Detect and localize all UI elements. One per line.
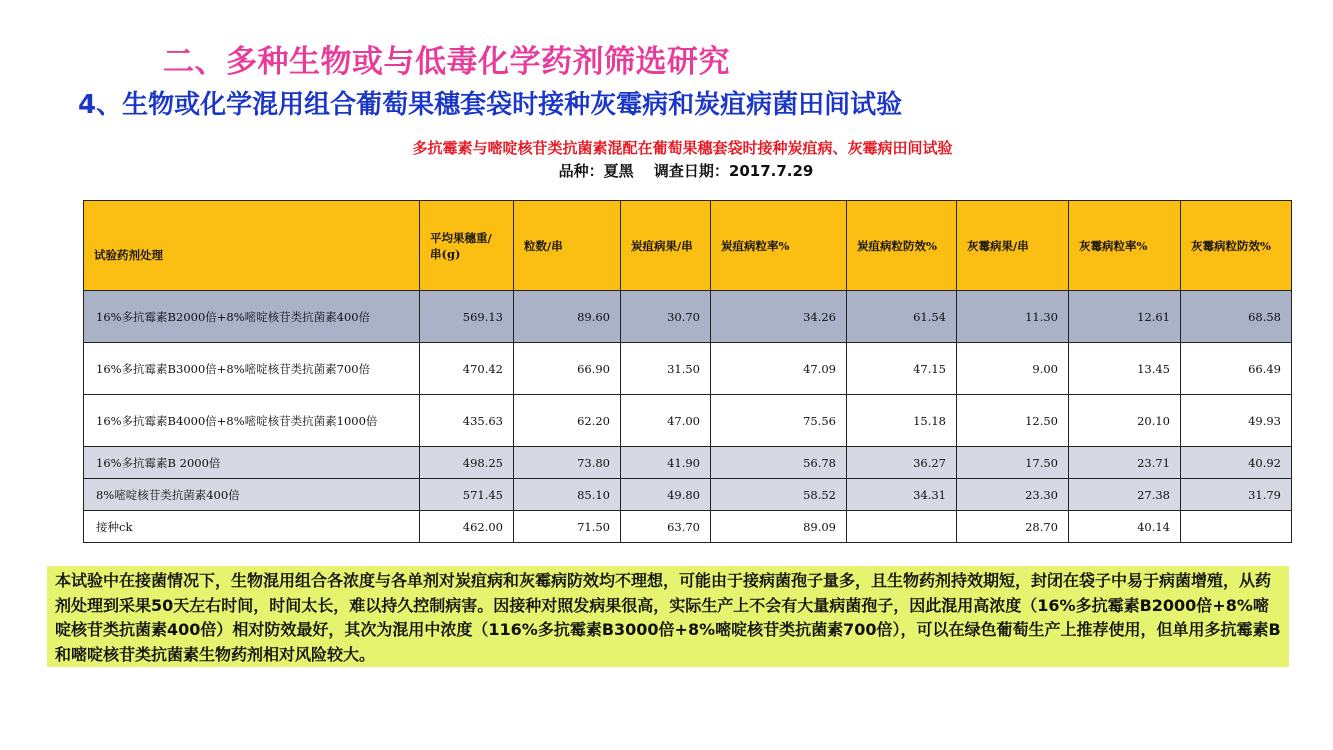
value-cell: 47.15 [847,343,957,395]
value-cell [1181,511,1292,543]
value-cell: 569.13 [420,291,514,343]
value-cell: 9.00 [957,343,1069,395]
value-cell: 40.92 [1181,447,1292,479]
header-cell: 灰霉病果/串 [957,201,1069,291]
value-cell: 470.42 [420,343,514,395]
treatment-cell: 16%多抗霉素B 2000倍 [84,447,420,479]
treatment-cell: 接种ck [84,511,420,543]
value-cell: 62.20 [514,395,621,447]
header-cell: 试验药剂处理 [84,201,420,291]
header-cell: 炭疽病粒率% [711,201,847,291]
value-cell: 47.00 [621,395,711,447]
value-cell: 23.30 [957,479,1069,511]
value-cell: 571.45 [420,479,514,511]
value-cell: 73.80 [514,447,621,479]
value-cell: 75.56 [711,395,847,447]
value-cell: 27.38 [1069,479,1181,511]
value-cell: 23.71 [1069,447,1181,479]
value-cell: 11.30 [957,291,1069,343]
value-cell: 66.90 [514,343,621,395]
value-cell: 13.45 [1069,343,1181,395]
table-row [84,395,1292,447]
treatment-cell: 16%多抗霉素B4000倍+8%嘧啶核苷类抗菌素1000倍 [84,395,420,447]
value-cell: 20.10 [1069,395,1181,447]
value-cell: 63.70 [621,511,711,543]
conclusion-note: 本试验中在接菌情况下，生物混用组合各浓度与各单剂对炭疽病和灰霉病防效均不理想，可能由于接病菌孢子量多，且生物药剂持效期短，封闭在袋子中易于病菌增殖，从药剂处理到采果50天左右时间，时间太长，难以持久控制病害。因接种对照发病果很高，实际生产上不会有大量病菌孢子，因此混用高浓度（16%多抗霉素B2000倍+8%嘧啶核苷类抗菌素400倍）相对防效最好，其次为混用中浓度（116%多抗霉素B3000倍+8%嘧啶核苷类抗菌素700倍），可以在绿色葡萄生产上推荐使用，但单用多抗霉素B和嘧啶核苷类抗菌素生物药剂相对风险较大。 [47,566,1289,667]
value-cell: 435.63 [420,395,514,447]
value-cell: 31.79 [1181,479,1292,511]
value-cell: 498.25 [420,447,514,479]
results-table [83,200,1292,543]
value-cell: 15.18 [847,395,957,447]
value-cell: 17.50 [957,447,1069,479]
value-cell: 12.50 [957,395,1069,447]
value-cell: 40.14 [1069,511,1181,543]
value-cell: 34.31 [847,479,957,511]
table-row [84,447,1292,479]
table-header-row [84,201,1292,291]
value-cell: 89.09 [711,511,847,543]
header-cell: 炭疽病粒防效% [847,201,957,291]
table-row [84,479,1292,511]
header-cell: 灰霉病粒率% [1069,201,1181,291]
table-row [84,511,1292,543]
header-cell: 粒数/串 [514,201,621,291]
header-cell: 炭疽病果/串 [621,201,711,291]
treatment-cell: 16%多抗霉素B2000倍+8%嘧啶核苷类抗菌素400倍 [84,291,420,343]
value-cell: 49.93 [1181,395,1292,447]
value-cell [847,511,957,543]
value-cell: 47.09 [711,343,847,395]
value-cell: 462.00 [420,511,514,543]
value-cell: 36.27 [847,447,957,479]
value-cell: 41.90 [621,447,711,479]
subsection-heading: 4、生物或化学混用组合葡萄果穗套袋时接种灰霉病和炭疽病菌田间试验 [78,90,903,120]
value-cell: 31.50 [621,343,711,395]
value-cell: 30.70 [621,291,711,343]
section-heading: 二、多种生物或与低毒化学药剂筛选研究 [163,44,730,80]
value-cell: 68.58 [1181,291,1292,343]
value-cell: 12.61 [1069,291,1181,343]
value-cell: 71.50 [514,511,621,543]
value-cell: 85.10 [514,479,621,511]
value-cell: 34.26 [711,291,847,343]
treatment-cell: 8%嘧啶核苷类抗菌素400倍 [84,479,420,511]
table-title: 多抗霉素与嘧啶核苷类抗菌素混配在葡萄果穗套袋时接种炭疽病、灰霉病田间试验 [412,139,953,157]
value-cell: 28.70 [957,511,1069,543]
table-subtitle: 品种：夏黑 调查日期：2017.7.29 [558,162,814,180]
value-cell: 61.54 [847,291,957,343]
header-cell: 平均果穗重/串(g) [420,201,514,291]
value-cell: 56.78 [711,447,847,479]
value-cell: 89.60 [514,291,621,343]
header-cell: 灰霉病粒防效% [1181,201,1292,291]
value-cell: 66.49 [1181,343,1292,395]
treatment-cell: 16%多抗霉素B3000倍+8%嘧啶核苷类抗菌素700倍 [84,343,420,395]
table-row [84,343,1292,395]
value-cell: 49.80 [621,479,711,511]
table-row [84,291,1292,343]
value-cell: 58.52 [711,479,847,511]
